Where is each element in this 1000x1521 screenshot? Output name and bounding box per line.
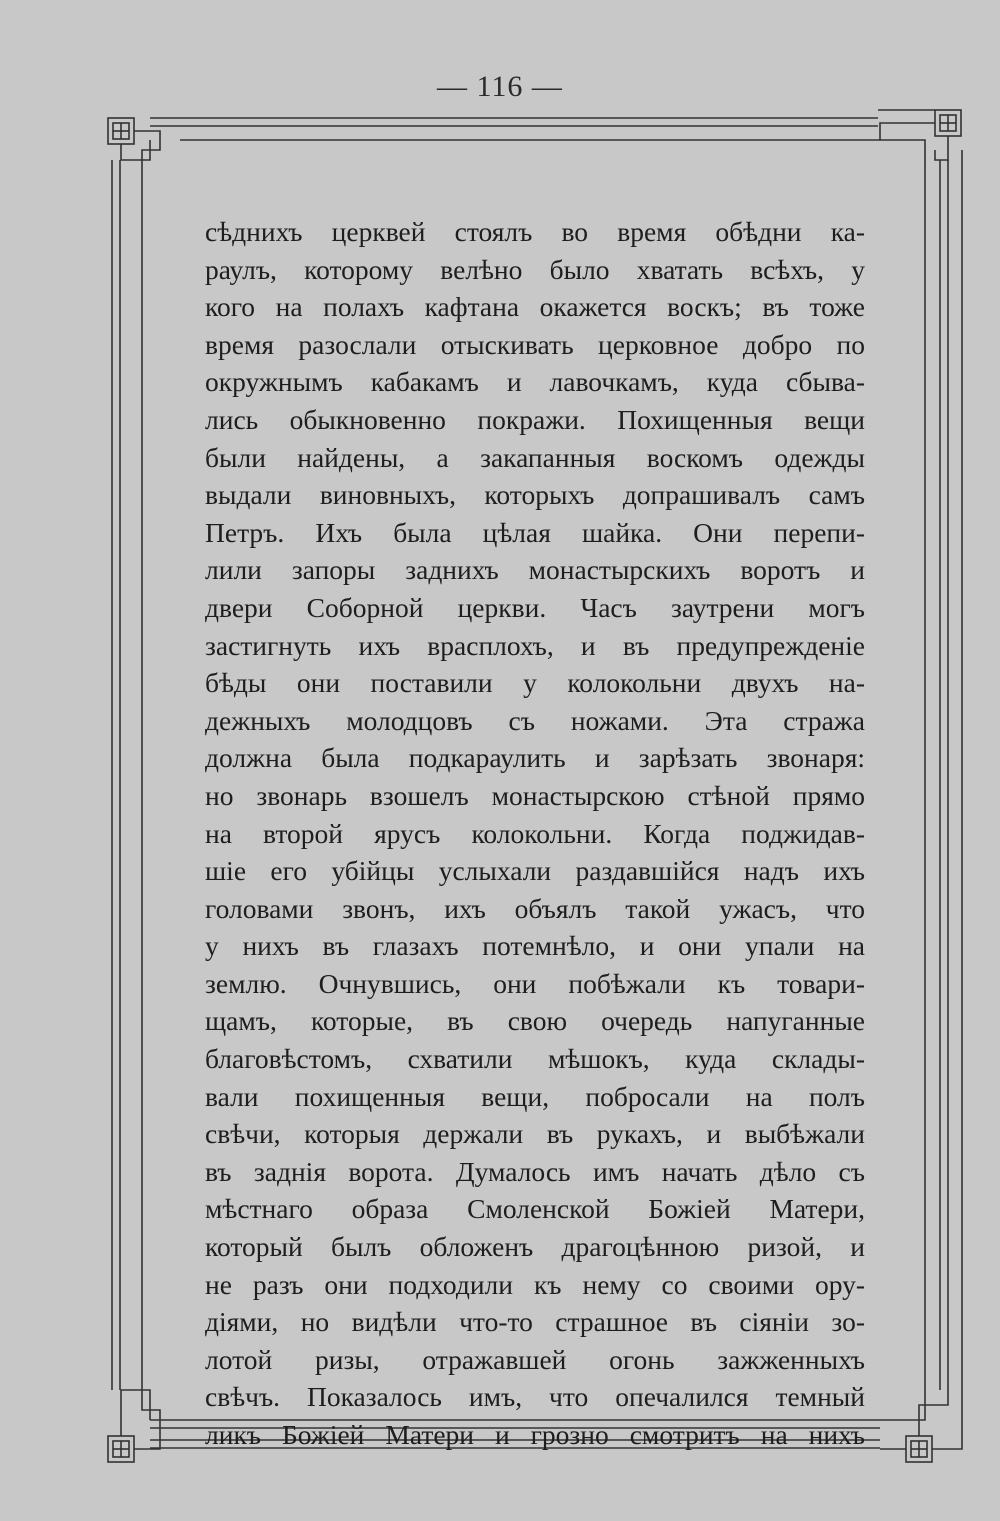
text-line: который былъ обложенъ драгоцѣнною ризой, и (205, 1231, 865, 1263)
text-line: окружнымъ кабакамъ и лавочкамъ, куда сбыва- (205, 366, 865, 398)
text-line: ликъ Божіей Матери и грозно смотритъ на нихъ (205, 1419, 865, 1450)
text-line: время разослали отыскивать церковное добро по (205, 328, 865, 360)
text-line: въ заднія ворота. Думалось имъ начать дѣло съ (205, 1155, 865, 1187)
text-line: Петръ. Ихъ была цѣлая шайка. Они перепи- (205, 516, 865, 548)
text-line: застигнуть ихъ врасплохъ, и въ предупрежденіе (205, 629, 865, 661)
text-line: должна была подкараулить и зарѣзать звонаря: (205, 742, 865, 774)
text-line: лотой ризы, отражавшей огонь зажженныхъ (205, 1343, 865, 1375)
text-line: бѣды они поставили у колокольни двухъ на- (205, 667, 865, 699)
text-line: свѣчи, которыя держали въ рукахъ, и выбѣжали (205, 1118, 865, 1150)
text-line: діями, но видѣли что-то страшное въ сіяніи зо- (205, 1306, 865, 1338)
text-line: головами звонъ, ихъ объялъ такой ужасъ, что (205, 892, 865, 924)
text-line: не разъ они подходили къ нему со своими ору- (205, 1268, 865, 1300)
text-line: мѣстнаго образа Смоленской Божіей Матери, (205, 1193, 865, 1225)
text-line: у нихъ въ глазахъ потемнѣло, и они упали на (205, 930, 865, 962)
text-line: лись обыкновенно покражи. Похищенныя вещи (205, 403, 865, 435)
text-line: выдали виновныхъ, которыхъ допрашивалъ самъ (205, 479, 865, 511)
text-line: были найдены, а закапанныя воскомъ одежды (205, 441, 865, 473)
text-line: щамъ, которые, въ свою очередь напуганные (205, 1005, 865, 1037)
page-number: — 116 — (437, 70, 563, 103)
text-line: кого на полахъ кафтана окажется воскъ; въ тоже (205, 291, 865, 323)
text-line: свѣчъ. Показалось имъ, что опечалился темный (205, 1381, 865, 1413)
text-line: землю. Очнувшись, они побѣжали къ товари- (205, 967, 865, 999)
text-line: дежныхъ молодцовъ съ ножами. Эта стража (205, 704, 865, 736)
text-line: лили запоры заднихъ монастырскихъ воротъ и (205, 554, 865, 586)
text-line: благовѣстомъ, схватили мѣшокъ, куда склады- (205, 1043, 865, 1075)
corner-ornament-bottom-right (880, 1385, 962, 1462)
text-line: но звонарь взошелъ монастырскою стѣной прямо (205, 779, 865, 811)
text-line: вали похищенныя вещи, побросали на полъ (205, 1080, 865, 1112)
text-body (205, 213, 865, 1454)
text-line: двери Соборной церкви. Часъ заутрени могъ (205, 591, 865, 623)
text-line: шіе его убійцы услыхали раздавшійся надъ ихъ (205, 855, 865, 887)
text-line: раулъ, которому велѣно было хватать всѣхъ, у (205, 253, 865, 285)
text-line: на второй ярусъ колокольни. Когда поджидав- (205, 817, 865, 849)
corner-ornament-bottom-left (108, 1385, 160, 1462)
text-line: сѣднихъ церквей стоялъ во время обѣдни ка- (205, 216, 865, 247)
